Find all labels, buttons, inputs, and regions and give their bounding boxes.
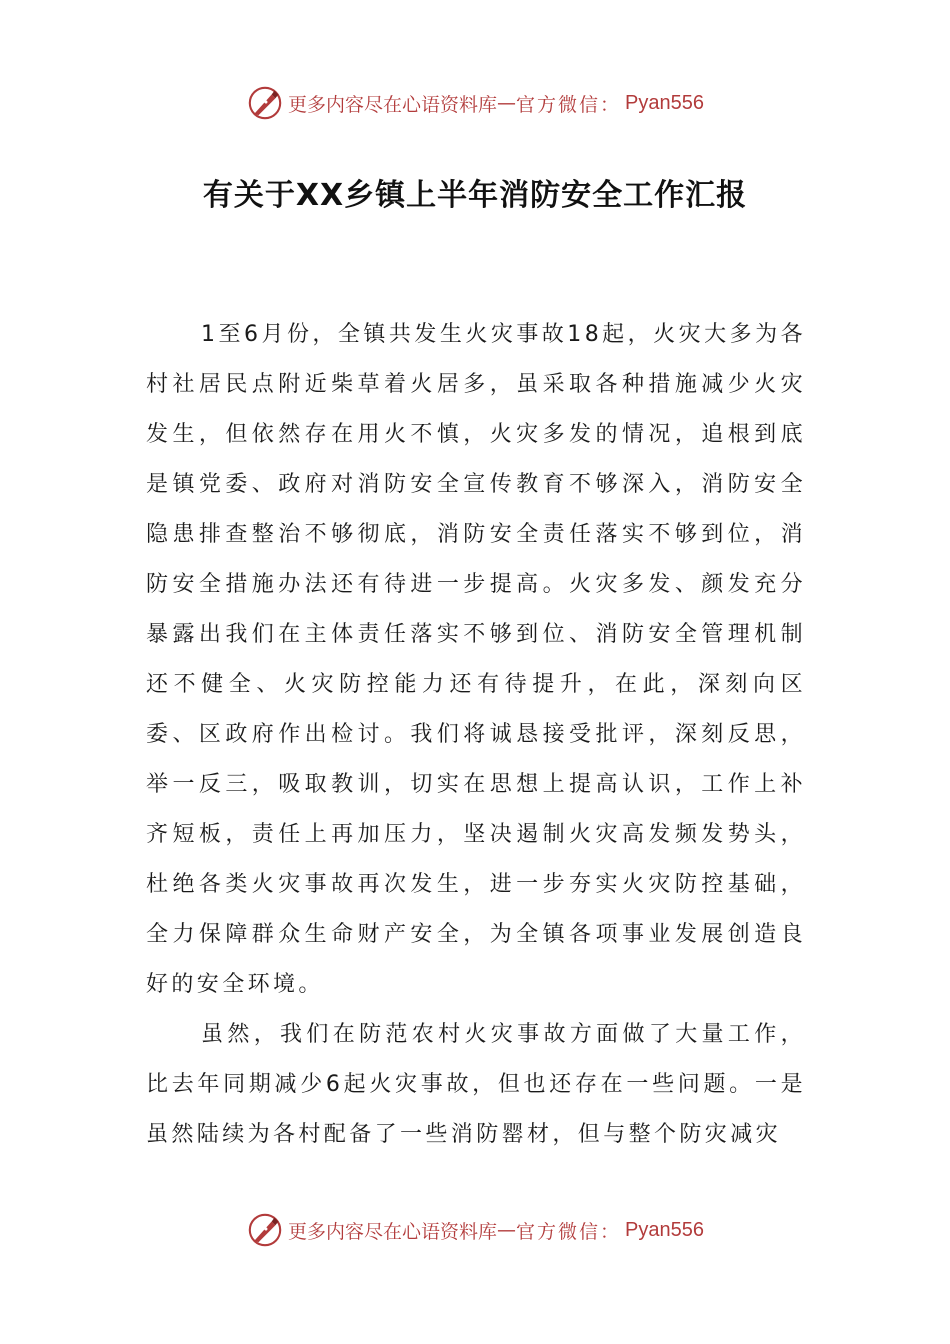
watermark-separator: — [497,1219,517,1241]
watermark-brand: 更多内容尽在心语资料库 [288,93,498,116]
watermark-brand: 更多内容尽在心语资料库 [288,1220,498,1243]
watermark-handle: Pyan556 [625,1218,704,1241]
watermark-handle: Pyan556 [625,91,704,114]
document-body [146,310,806,1160]
pen-nib-logo-icon [246,1211,284,1249]
paragraph-1: 1至6月份，全镇共发生火灾事故18起，火灾大多为各村社居民点附近柴草着火居多，虽采取各种措施减少火灾发生，但依然存在用火不慎，火灾多发的情况，追根到底是镇党委、政府对消防安全宣传教育不够深入，消防安全隐患排查整治不够彻底，消防安全责任落实不够到位，消防安全措施办法还有待进一步提高。火灾多发、颜发充分暴露出我们在主体责任落实不够到位、消防安全管理机制还不健全、火灾防控能力还有待提升，在此，深刻向区委、区政府作出检讨。我们将诚恳接受批评，深刻反思，举一反三，吸取教训，切实在思想上提高认识，工作上补齐短板，责任上再加压力，坚决遏制火灾高发频发势头，杜绝各类火灾事故再次发生，进一步夯实火灾防控基础，全力保障群众生命财产安全，为全镇各项事业发展创造良好的安全环境。 [146,322,806,997]
watermark-separator: — [497,92,517,114]
document-title: 有关于XX乡镇上半年消防安全工作汇报 [202,178,748,213]
header-watermark-banner [0,80,950,126]
footer-watermark-banner [0,1207,950,1253]
pen-nib-logo-icon [246,84,284,122]
paragraph-2: 虽然，我们在防范农村火灾事故方面做了大量工作，比去年同期减少6起火灾事故，但也还存在一些问题。一是虽然陆续为各村配备了一些消防罂材，但与整个防灾减灾 [146,1022,806,1147]
watermark-label: 官方微信： [516,93,622,116]
watermark-label: 官方微信： [516,1220,622,1243]
